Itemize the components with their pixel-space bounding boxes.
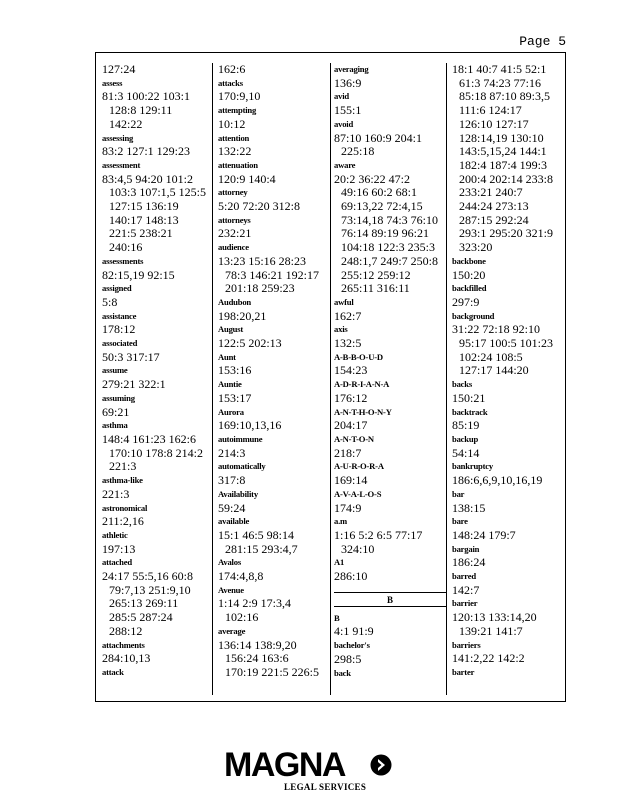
- section-letter: B: [386, 594, 393, 605]
- index-term: A-U-R-O-R-A: [334, 461, 384, 472]
- page-line-ref: 174:4,8,8: [218, 569, 264, 584]
- index-term: assessing: [102, 132, 134, 143]
- page-line-ref: 103:3 107:1,5 125:5: [109, 185, 207, 200]
- page-line-ref: 201:18 259:23: [225, 281, 295, 296]
- index-term: background: [452, 310, 495, 321]
- page-line-ref: 154:23: [334, 363, 368, 378]
- index-refs: [102, 323, 212, 337]
- index-refs: [102, 145, 212, 159]
- page-line-ref: 170:9,10: [218, 89, 261, 104]
- page-line-ref: 240:16: [109, 240, 143, 255]
- page-line-ref: 128:8 129:11: [109, 103, 173, 118]
- index-term: assess: [102, 77, 123, 88]
- page-line-ref: 87:10 160:9 204:1: [334, 130, 423, 145]
- index-term: avid: [334, 91, 349, 102]
- page-line-ref: 232:21: [218, 226, 252, 241]
- index-term: attached: [102, 557, 132, 568]
- continued-refs: [452, 63, 566, 255]
- page-line-ref: 102:16: [225, 610, 259, 625]
- index-refs: [102, 378, 212, 392]
- page-line-ref: 111:6 124:17: [459, 103, 522, 118]
- index-term: A-V-A-L-O-S: [334, 488, 382, 499]
- index-term: Avenue: [218, 584, 244, 595]
- index-term: attempting: [218, 105, 257, 116]
- index-refs: [218, 145, 330, 159]
- page-line-ref: 95:17 100:5 101:23: [459, 336, 554, 351]
- index-refs: [334, 132, 446, 159]
- page-line-ref: 317:8: [218, 473, 246, 488]
- index-refs: [334, 77, 446, 91]
- page-line-ref: 279:21 322:1: [102, 377, 166, 392]
- page-line-ref: 211:2,16: [102, 514, 144, 529]
- index-term: A1: [334, 557, 345, 568]
- page-line-ref: 126:10 127:17: [459, 116, 529, 131]
- index-refs: [102, 433, 212, 474]
- page-line-ref: 293:1 295:20 321:9: [459, 226, 554, 241]
- index-term: avoid: [334, 118, 354, 129]
- index-term: A-B-B-O-U-D: [334, 351, 383, 362]
- index-term: assume: [102, 365, 128, 376]
- page-line-ref: 298:5: [334, 651, 362, 666]
- index-refs: [218, 227, 330, 241]
- page-line-ref: 54:14: [452, 445, 480, 460]
- page-line-ref: 288:12: [109, 623, 143, 638]
- index-term: backbone: [452, 255, 486, 266]
- magna-logo: [224, 748, 394, 794]
- index-refs: [334, 653, 446, 667]
- page-line-ref: 85:19: [452, 418, 480, 433]
- page-line-ref: 182:4 187:4 199:3: [459, 157, 548, 172]
- page-line-ref: 265:13 269:11: [109, 596, 179, 611]
- index-refs: [452, 474, 566, 488]
- page-line-ref: 176:12: [334, 390, 368, 405]
- index-refs: [334, 337, 446, 351]
- page-line-ref: 73:14,18 74:3 76:10: [341, 212, 439, 227]
- page-line-ref: 150:21: [452, 390, 486, 405]
- page-line-ref: 120:13 133:14,20: [452, 610, 537, 625]
- index-term: barred: [452, 571, 476, 582]
- page-line-ref: 82:15,19 92:15: [102, 267, 175, 282]
- index-refs: [102, 296, 212, 310]
- index-refs: [218, 364, 330, 378]
- page-line-ref: 81:3 100:22 103:1: [102, 89, 191, 104]
- index-term: bare: [452, 516, 468, 527]
- index-term: Audubon: [218, 296, 252, 307]
- page-line-ref: 83:4,5 94:20 101:2: [102, 171, 194, 186]
- page-line-ref: 1:14 2:9 17:3,4: [218, 596, 292, 611]
- page-line-ref: 153:17: [218, 390, 252, 405]
- index-refs: [218, 474, 330, 488]
- index-refs: [452, 323, 566, 378]
- index-refs: [102, 652, 212, 666]
- index-refs: [102, 173, 212, 255]
- page-line-ref: 20:2 36:22 47:2: [334, 171, 411, 186]
- index-term: B: [334, 612, 340, 623]
- index-term: autoimmune: [218, 433, 263, 444]
- page-line-ref: 244:24 273:13: [459, 199, 529, 214]
- index-refs: [334, 474, 446, 488]
- page-line-ref: 128:14,19 130:10: [459, 130, 544, 145]
- index-refs: [452, 611, 566, 638]
- page-line-ref: 197:13: [102, 541, 136, 556]
- index-refs: [334, 529, 446, 556]
- index-term: bachelor's: [334, 640, 370, 651]
- index-term: audience: [218, 242, 249, 253]
- page-line-ref: 1:16 5:2 6:5 77:17: [334, 527, 423, 542]
- index-term: bankruptcy: [452, 461, 493, 472]
- index-refs: [334, 392, 446, 406]
- index-term: attachments: [102, 639, 145, 650]
- page-line-ref: 297:9: [452, 294, 480, 309]
- index-refs: [218, 255, 330, 296]
- index-term: assistance: [102, 310, 137, 321]
- index-term: attack: [102, 666, 124, 677]
- page-line-ref: 286:10: [334, 569, 368, 584]
- index-refs: [102, 351, 212, 365]
- index-refs: [102, 515, 212, 529]
- index-refs: [334, 625, 446, 639]
- index-term: attention: [218, 132, 250, 143]
- index-refs: [218, 118, 330, 132]
- index-refs: [452, 419, 566, 433]
- index-term: astronomical: [102, 502, 148, 513]
- index-refs: [218, 419, 330, 433]
- index-refs: [218, 502, 330, 516]
- index-refs: [334, 419, 446, 433]
- logo-tagline: LEGAL SERVICES: [284, 782, 367, 792]
- index-term: asthma: [102, 420, 128, 431]
- page-line-ref: 132:22: [218, 144, 252, 159]
- page-line-ref: 148:4 161:23 162:6: [102, 431, 197, 446]
- index-refs: [218, 447, 330, 461]
- index-term: attenuation: [218, 159, 258, 170]
- index-term: bar: [452, 488, 465, 499]
- page-line-ref: 78:3 146:21 192:17: [225, 267, 320, 282]
- page-line-ref: 122:5 202:13: [218, 336, 282, 351]
- index-term: averaging: [334, 64, 369, 74]
- index-term: aware: [334, 159, 356, 170]
- index-term: Aurora: [218, 406, 244, 417]
- index-refs: [218, 90, 330, 104]
- index-term: barter: [452, 666, 475, 677]
- index-refs: [334, 502, 446, 516]
- page-line-ref: 127:24: [102, 62, 136, 76]
- page-line-ref: 214:3: [218, 445, 246, 460]
- page-line-ref: 186:6,6,9,10,16,19: [452, 473, 543, 488]
- index-refs: [218, 597, 330, 624]
- page-line-ref: 59:24: [218, 500, 246, 515]
- index-refs: [334, 364, 446, 378]
- index-refs: [452, 296, 566, 310]
- index-refs: [452, 529, 566, 543]
- continued-refs: [102, 63, 212, 77]
- index-refs: [102, 570, 212, 639]
- index-refs: [102, 269, 212, 283]
- page-line-ref: 69:13,22 72:4,15: [341, 199, 423, 214]
- page-line-ref: 142:22: [109, 116, 143, 131]
- page-line-ref: 61:3 74:23 77:16: [459, 75, 542, 90]
- page-line-ref: 221:5 238:21: [109, 226, 173, 241]
- index-term: associated: [102, 338, 138, 349]
- page-line-ref: 136:9: [334, 75, 362, 90]
- page-line-ref: 265:11 316:11: [341, 281, 410, 296]
- page-line-ref: 174:9: [334, 500, 362, 515]
- column-divider: [212, 63, 213, 695]
- index-refs: [102, 90, 212, 131]
- page-line-ref: 104:18 122:3 235:3: [341, 240, 436, 255]
- index-term: Auntie: [218, 379, 242, 390]
- index-term: backup: [452, 433, 479, 444]
- index-refs: [334, 310, 446, 324]
- index-column-2: [218, 63, 330, 693]
- index-term: available: [218, 516, 250, 527]
- index-refs: [218, 529, 330, 556]
- index-term: assessments: [102, 255, 144, 266]
- page-line-ref: 127:15 136:19: [109, 199, 179, 214]
- index-refs: [334, 173, 446, 296]
- page-line-ref: 287:15 292:24: [459, 212, 529, 227]
- index-term: barrier: [452, 598, 478, 609]
- index-refs: [452, 556, 566, 570]
- page-line-ref: 225:18: [341, 144, 375, 159]
- index-refs: [102, 543, 212, 557]
- page-line-ref: 281:15 293:4,7: [225, 541, 298, 556]
- page-line-ref: 155:1: [334, 103, 362, 118]
- page-line-ref: 143:5,15,24 144:1: [459, 144, 547, 159]
- divider: [334, 606, 446, 607]
- page-line-ref: 186:24: [452, 555, 486, 570]
- index-refs: [218, 173, 330, 187]
- page-line-ref: 120:9 140:4: [218, 171, 276, 186]
- index-term: A-N-T-H-O-N-Y: [334, 406, 392, 417]
- page-line-ref: 170:19 221:5 226:5: [225, 664, 320, 679]
- index-term: asthma-like: [102, 475, 143, 486]
- page-line-ref: 200:4 202:14 233:8: [459, 171, 554, 186]
- index-column-4: [452, 63, 566, 693]
- page-line-ref: 85:18 87:10 89:3,5: [459, 89, 551, 104]
- page-line-ref: 162:6: [218, 62, 246, 76]
- index-term: average: [218, 625, 246, 636]
- index-term: A-N-T-O-N: [334, 433, 374, 444]
- page-line-ref: 221:3: [109, 459, 137, 474]
- page-line-ref: 148:24 179:7: [452, 527, 516, 542]
- index-refs: [218, 570, 330, 584]
- page-line-ref: 233:21 240:7: [459, 185, 523, 200]
- index-refs: [218, 337, 330, 351]
- index-refs: [452, 502, 566, 516]
- page-line-ref: 18:1 40:7 41:5 52:1: [452, 62, 547, 76]
- page-line-ref: 198:20,21: [218, 308, 267, 323]
- index-refs: [102, 488, 212, 502]
- index-refs: [334, 447, 446, 461]
- index-term: a.m: [334, 516, 348, 527]
- page-line-ref: 218:7: [334, 445, 362, 460]
- page-line-ref: 138:15: [452, 500, 486, 515]
- page-line-ref: 162:7: [334, 308, 362, 323]
- page-line-ref: 15:1 46:5 98:14: [218, 527, 295, 542]
- column-divider: [446, 63, 447, 695]
- page-line-ref: 10:12: [218, 116, 246, 131]
- page-line-ref: 204:17: [334, 418, 368, 433]
- page-line-ref: 5:8: [102, 294, 118, 309]
- page-number: Page 5: [519, 34, 566, 49]
- index-term: assuming: [102, 392, 135, 403]
- page-line-ref: 169:14: [334, 473, 368, 488]
- index-refs: [334, 570, 446, 584]
- index-term: attacks: [218, 77, 243, 88]
- page-line-ref: 24:17 55:5,16 60:8: [102, 569, 194, 584]
- index-term: Aunt: [218, 351, 236, 362]
- page-line-ref: 170:10 178:8 214:2: [109, 445, 204, 460]
- index-refs: [452, 584, 566, 598]
- page-line-ref: 127:17 144:20: [459, 363, 529, 378]
- page-line-ref: 150:20: [452, 267, 486, 282]
- page-line-ref: 285:5 287:24: [109, 610, 173, 625]
- index-refs: [218, 639, 330, 680]
- divider: [334, 592, 446, 593]
- page-line-ref: 156:24 163:6: [225, 651, 289, 666]
- index-term: backfilled: [452, 283, 487, 294]
- index-term: A-D-R-I-A-N-A: [334, 379, 390, 390]
- index-column-1: [102, 63, 212, 693]
- page-line-ref: 140:17 148:13: [109, 212, 179, 227]
- index-term: August: [218, 324, 244, 335]
- index-refs: [218, 200, 330, 214]
- page-line-ref: 141:2,22 142:2: [452, 651, 525, 666]
- page-line-ref: 5:20 72:20 312:8: [218, 199, 301, 214]
- page-line-ref: 76:14 89:19 96:21: [341, 226, 430, 241]
- page-line-ref: 69:21: [102, 404, 130, 419]
- page-line-ref: 284:10,13: [102, 651, 151, 666]
- index-term: backtrack: [452, 406, 488, 417]
- index-refs: [218, 392, 330, 406]
- index-column-3: [334, 63, 446, 693]
- page-line-ref: 221:3: [102, 486, 130, 501]
- page-line-ref: 132:5: [334, 336, 362, 351]
- index-refs: [452, 447, 566, 461]
- index-refs: [334, 104, 446, 118]
- index-refs: [452, 392, 566, 406]
- index-term: automatically: [218, 461, 266, 472]
- index-term: attorney: [218, 187, 248, 198]
- page-line-ref: 102:24 108:5: [459, 349, 523, 364]
- page-line-ref: 139:21 141:7: [459, 623, 523, 638]
- index-term: axis: [334, 324, 348, 335]
- chevron-right-circle-icon: [370, 754, 392, 776]
- index-term: Availability: [218, 488, 258, 499]
- page-line-ref: 31:22 72:18 92:10: [452, 322, 541, 337]
- page-line-ref: 142:7: [452, 582, 480, 597]
- page-line-ref: 324:10: [341, 541, 375, 556]
- continued-refs: [218, 63, 330, 77]
- page-line-ref: 169:10,13,16: [218, 418, 282, 433]
- page-line-ref: 323:20: [459, 240, 493, 255]
- page-line-ref: 79:7,13 251:9,10: [109, 582, 191, 597]
- page-line-ref: 255:12 259:12: [341, 267, 411, 282]
- index-refs: [218, 310, 330, 324]
- index-term: bargain: [452, 543, 480, 554]
- index-refs: [452, 269, 566, 283]
- page-line-ref: 13:23 15:16 28:23: [218, 253, 307, 268]
- letter-section-header: [334, 592, 446, 606]
- index-term: athletic: [102, 529, 128, 540]
- index-term: barriers: [452, 639, 481, 650]
- page-line-ref: 50:3 317:17: [102, 349, 160, 364]
- index-refs: [452, 652, 566, 666]
- page-line-ref: 4:1 91:9: [334, 624, 374, 639]
- index-term: assessment: [102, 159, 141, 170]
- index-term: awful: [334, 296, 354, 307]
- index-term: Avalos: [218, 557, 241, 568]
- index-frame: [95, 52, 566, 702]
- page-line-ref: 178:12: [102, 322, 136, 337]
- index-term: attorneys: [218, 214, 251, 225]
- page-line-ref: 153:16: [218, 363, 252, 378]
- column-divider: [330, 63, 331, 695]
- page-line-ref: 136:14 138:9,20: [218, 637, 297, 652]
- index-term: backs: [452, 379, 473, 390]
- page-line-ref: 49:16 60:2 68:1: [341, 185, 418, 200]
- index-term: back: [334, 667, 351, 678]
- page-line-ref: 248:1,7 249:7 250:8: [341, 253, 439, 268]
- logo-wordmark: MAGNA: [224, 746, 345, 784]
- page-line-ref: 83:2 127:1 129:23: [102, 144, 191, 159]
- index-term: assigned: [102, 283, 132, 294]
- index-refs: [102, 406, 212, 420]
